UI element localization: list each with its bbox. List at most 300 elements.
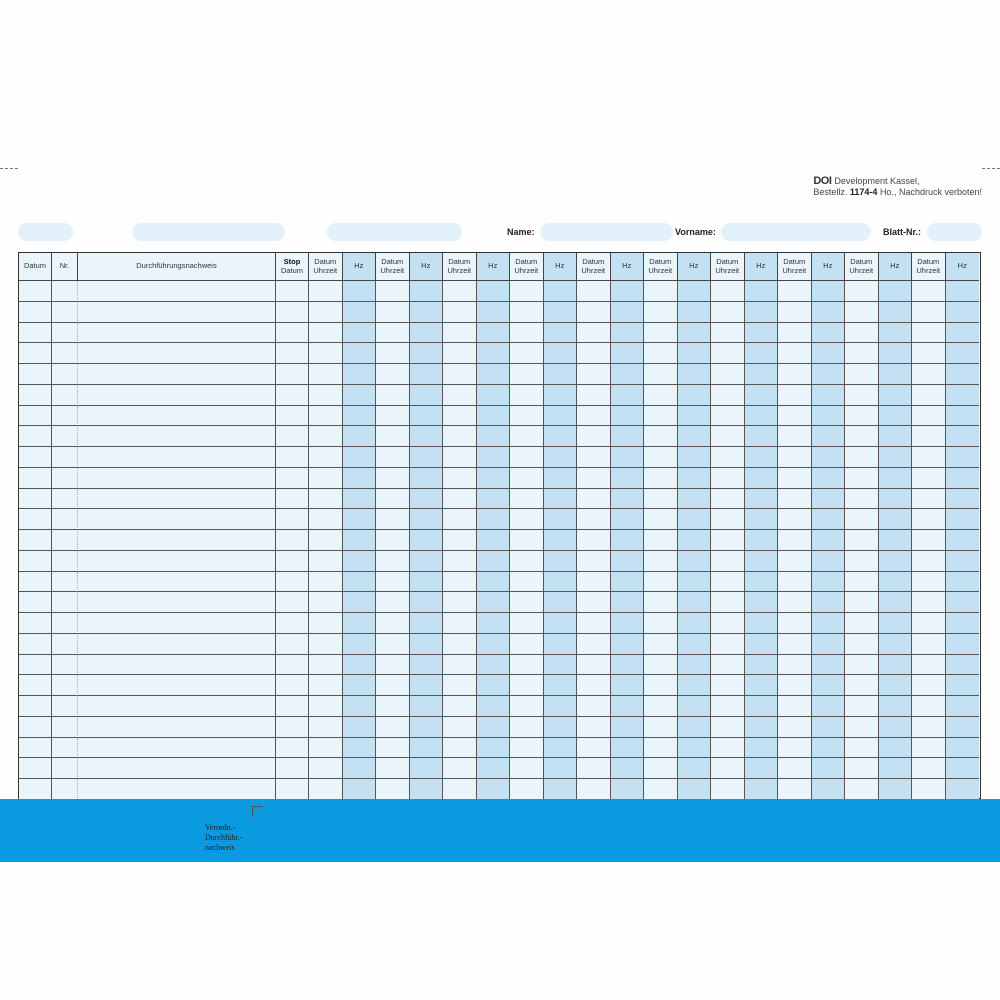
table-cell[interactable]	[276, 385, 309, 406]
table-cell[interactable]	[611, 385, 645, 406]
table-cell[interactable]	[678, 302, 712, 323]
table-cell[interactable]	[510, 323, 544, 344]
table-cell[interactable]	[343, 572, 377, 593]
table-cell[interactable]	[577, 675, 611, 696]
table-cell[interactable]	[711, 779, 745, 800]
table-cell[interactable]	[343, 758, 377, 779]
table-cell[interactable]	[912, 675, 946, 696]
table-cell[interactable]	[678, 634, 712, 655]
table-cell[interactable]	[510, 343, 544, 364]
table-cell[interactable]	[52, 364, 78, 385]
table-cell[interactable]	[78, 323, 276, 344]
table-cell[interactable]	[845, 489, 879, 510]
table-cell[interactable]	[946, 530, 980, 551]
table-cell[interactable]	[477, 717, 511, 738]
table-cell[interactable]	[845, 779, 879, 800]
table-cell[interactable]	[644, 530, 678, 551]
table-cell[interactable]	[946, 509, 980, 530]
table-cell[interactable]	[879, 551, 913, 572]
table-cell[interactable]	[52, 779, 78, 800]
table-cell[interactable]	[845, 655, 879, 676]
table-cell[interactable]	[946, 323, 980, 344]
table-cell[interactable]	[477, 530, 511, 551]
table-cell[interactable]	[879, 696, 913, 717]
table-cell[interactable]	[845, 468, 879, 489]
table-cell[interactable]	[845, 406, 879, 427]
table-cell[interactable]	[912, 385, 946, 406]
table-cell[interactable]	[52, 655, 78, 676]
table-cell[interactable]	[879, 343, 913, 364]
table-cell[interactable]	[52, 572, 78, 593]
table-cell[interactable]	[443, 634, 477, 655]
table-cell[interactable]	[52, 758, 78, 779]
table-cell[interactable]	[410, 613, 444, 634]
table-cell[interactable]	[611, 302, 645, 323]
table-cell[interactable]	[879, 613, 913, 634]
table-cell[interactable]	[711, 489, 745, 510]
table-cell[interactable]	[19, 655, 52, 676]
table-cell[interactable]	[510, 406, 544, 427]
table-cell[interactable]	[711, 655, 745, 676]
table-cell[interactable]	[912, 343, 946, 364]
table-cell[interactable]	[879, 323, 913, 344]
table-cell[interactable]	[343, 364, 377, 385]
table-cell[interactable]	[510, 592, 544, 613]
table-cell[interactable]	[544, 281, 578, 302]
table-cell[interactable]	[410, 696, 444, 717]
table-cell[interactable]	[644, 364, 678, 385]
table-cell[interactable]	[19, 302, 52, 323]
table-cell[interactable]	[477, 655, 511, 676]
table-cell[interactable]	[912, 323, 946, 344]
table-cell[interactable]	[812, 738, 846, 759]
table-cell[interactable]	[52, 551, 78, 572]
table-cell[interactable]	[778, 364, 812, 385]
table-cell[interactable]	[376, 343, 410, 364]
table-cell[interactable]	[946, 758, 980, 779]
table-cell[interactable]	[78, 406, 276, 427]
table-cell[interactable]	[78, 779, 276, 800]
table-cell[interactable]	[343, 426, 377, 447]
table-cell[interactable]	[745, 385, 779, 406]
name-field[interactable]	[540, 223, 673, 241]
table-cell[interactable]	[376, 717, 410, 738]
table-cell[interactable]	[644, 489, 678, 510]
table-cell[interactable]	[577, 489, 611, 510]
table-cell[interactable]	[19, 385, 52, 406]
table-cell[interactable]	[778, 468, 812, 489]
table-cell[interactable]	[477, 779, 511, 800]
table-cell[interactable]	[745, 655, 779, 676]
table-cell[interactable]	[510, 655, 544, 676]
table-cell[interactable]	[845, 613, 879, 634]
table-cell[interactable]	[410, 634, 444, 655]
table-cell[interactable]	[309, 551, 343, 572]
table-cell[interactable]	[577, 738, 611, 759]
table-cell[interactable]	[845, 696, 879, 717]
table-cell[interactable]	[19, 281, 52, 302]
table-cell[interactable]	[946, 281, 980, 302]
table-cell[interactable]	[778, 302, 812, 323]
table-cell[interactable]	[376, 696, 410, 717]
field-blank-3[interactable]	[327, 223, 462, 241]
table-cell[interactable]	[879, 717, 913, 738]
table-cell[interactable]	[410, 779, 444, 800]
table-cell[interactable]	[276, 592, 309, 613]
table-cell[interactable]	[510, 758, 544, 779]
table-cell[interactable]	[410, 592, 444, 613]
table-cell[interactable]	[912, 530, 946, 551]
table-cell[interactable]	[376, 426, 410, 447]
table-cell[interactable]	[343, 592, 377, 613]
table-cell[interactable]	[343, 655, 377, 676]
table-cell[interactable]	[644, 675, 678, 696]
table-cell[interactable]	[343, 717, 377, 738]
table-cell[interactable]	[745, 426, 779, 447]
table-cell[interactable]	[845, 426, 879, 447]
table-cell[interactable]	[52, 613, 78, 634]
table-cell[interactable]	[78, 281, 276, 302]
table-cell[interactable]	[611, 530, 645, 551]
table-cell[interactable]	[276, 489, 309, 510]
table-cell[interactable]	[845, 675, 879, 696]
table-cell[interactable]	[912, 426, 946, 447]
table-cell[interactable]	[778, 406, 812, 427]
table-cell[interactable]	[276, 634, 309, 655]
table-cell[interactable]	[644, 696, 678, 717]
table-cell[interactable]	[812, 675, 846, 696]
table-cell[interactable]	[644, 468, 678, 489]
table-cell[interactable]	[644, 717, 678, 738]
table-cell[interactable]	[276, 551, 309, 572]
table-cell[interactable]	[879, 302, 913, 323]
table-cell[interactable]	[276, 758, 309, 779]
table-cell[interactable]	[745, 592, 779, 613]
table-cell[interactable]	[276, 323, 309, 344]
table-cell[interactable]	[78, 675, 276, 696]
table-cell[interactable]	[912, 779, 946, 800]
table-cell[interactable]	[912, 447, 946, 468]
table-cell[interactable]	[778, 281, 812, 302]
table-cell[interactable]	[711, 696, 745, 717]
table-cell[interactable]	[611, 717, 645, 738]
table-cell[interactable]	[577, 509, 611, 530]
table-cell[interactable]	[309, 406, 343, 427]
table-cell[interactable]	[309, 343, 343, 364]
table-cell[interactable]	[376, 758, 410, 779]
table-cell[interactable]	[611, 509, 645, 530]
table-cell[interactable]	[946, 364, 980, 385]
table-cell[interactable]	[577, 426, 611, 447]
table-cell[interactable]	[376, 655, 410, 676]
table-cell[interactable]	[912, 696, 946, 717]
table-cell[interactable]	[544, 343, 578, 364]
table-cell[interactable]	[678, 281, 712, 302]
table-cell[interactable]	[678, 779, 712, 800]
table-cell[interactable]	[544, 634, 578, 655]
table-cell[interactable]	[577, 592, 611, 613]
table-cell[interactable]	[577, 530, 611, 551]
table-cell[interactable]	[812, 758, 846, 779]
table-cell[interactable]	[577, 343, 611, 364]
table-cell[interactable]	[678, 696, 712, 717]
table-cell[interactable]	[19, 696, 52, 717]
table-cell[interactable]	[711, 385, 745, 406]
table-cell[interactable]	[78, 364, 276, 385]
table-cell[interactable]	[477, 551, 511, 572]
table-cell[interactable]	[52, 406, 78, 427]
table-cell[interactable]	[19, 738, 52, 759]
table-cell[interactable]	[309, 385, 343, 406]
table-cell[interactable]	[577, 323, 611, 344]
table-cell[interactable]	[52, 509, 78, 530]
table-cell[interactable]	[778, 592, 812, 613]
table-cell[interactable]	[778, 323, 812, 344]
table-cell[interactable]	[611, 779, 645, 800]
table-cell[interactable]	[510, 489, 544, 510]
table-cell[interactable]	[343, 385, 377, 406]
table-cell[interactable]	[845, 281, 879, 302]
table-cell[interactable]	[410, 343, 444, 364]
table-cell[interactable]	[52, 281, 78, 302]
table-cell[interactable]	[443, 406, 477, 427]
table-cell[interactable]	[812, 613, 846, 634]
table-cell[interactable]	[443, 343, 477, 364]
table-cell[interactable]	[678, 323, 712, 344]
table-cell[interactable]	[611, 447, 645, 468]
field-blank-1[interactable]	[18, 223, 73, 241]
table-cell[interactable]	[376, 281, 410, 302]
table-cell[interactable]	[745, 447, 779, 468]
table-cell[interactable]	[276, 447, 309, 468]
table-cell[interactable]	[309, 655, 343, 676]
table-cell[interactable]	[611, 738, 645, 759]
table-cell[interactable]	[78, 758, 276, 779]
table-cell[interactable]	[410, 281, 444, 302]
table-cell[interactable]	[611, 489, 645, 510]
table-cell[interactable]	[52, 385, 78, 406]
table-cell[interactable]	[19, 758, 52, 779]
table-cell[interactable]	[477, 613, 511, 634]
table-cell[interactable]	[477, 426, 511, 447]
table-cell[interactable]	[309, 468, 343, 489]
table-cell[interactable]	[946, 302, 980, 323]
table-cell[interactable]	[477, 447, 511, 468]
table-cell[interactable]	[343, 489, 377, 510]
table-cell[interactable]	[510, 717, 544, 738]
table-cell[interactable]	[946, 343, 980, 364]
table-cell[interactable]	[778, 717, 812, 738]
table-cell[interactable]	[678, 758, 712, 779]
table-cell[interactable]	[443, 426, 477, 447]
table-cell[interactable]	[477, 592, 511, 613]
table-cell[interactable]	[343, 613, 377, 634]
table-cell[interactable]	[745, 509, 779, 530]
table-cell[interactable]	[678, 468, 712, 489]
table-cell[interactable]	[912, 551, 946, 572]
table-cell[interactable]	[812, 696, 846, 717]
table-cell[interactable]	[309, 779, 343, 800]
table-cell[interactable]	[510, 364, 544, 385]
table-cell[interactable]	[544, 613, 578, 634]
table-cell[interactable]	[577, 717, 611, 738]
table-cell[interactable]	[678, 447, 712, 468]
table-cell[interactable]	[946, 426, 980, 447]
table-cell[interactable]	[778, 655, 812, 676]
table-cell[interactable]	[577, 385, 611, 406]
table-cell[interactable]	[52, 696, 78, 717]
table-cell[interactable]	[276, 530, 309, 551]
table-cell[interactable]	[946, 738, 980, 759]
table-cell[interactable]	[477, 406, 511, 427]
table-cell[interactable]	[52, 675, 78, 696]
table-cell[interactable]	[644, 655, 678, 676]
table-cell[interactable]	[443, 530, 477, 551]
table-cell[interactable]	[711, 323, 745, 344]
table-cell[interactable]	[276, 468, 309, 489]
table-cell[interactable]	[443, 696, 477, 717]
table-cell[interactable]	[410, 758, 444, 779]
table-cell[interactable]	[52, 302, 78, 323]
table-cell[interactable]	[309, 302, 343, 323]
table-cell[interactable]	[376, 447, 410, 468]
table-cell[interactable]	[711, 343, 745, 364]
table-cell[interactable]	[410, 655, 444, 676]
table-cell[interactable]	[443, 364, 477, 385]
table-cell[interactable]	[276, 738, 309, 759]
table-cell[interactable]	[879, 675, 913, 696]
table-cell[interactable]	[946, 655, 980, 676]
table-cell[interactable]	[544, 489, 578, 510]
table-cell[interactable]	[443, 323, 477, 344]
table-cell[interactable]	[577, 406, 611, 427]
table-cell[interactable]	[276, 675, 309, 696]
table-cell[interactable]	[912, 613, 946, 634]
table-cell[interactable]	[544, 655, 578, 676]
table-cell[interactable]	[443, 302, 477, 323]
table-cell[interactable]	[812, 509, 846, 530]
table-cell[interactable]	[376, 572, 410, 593]
table-cell[interactable]	[711, 551, 745, 572]
table-cell[interactable]	[577, 572, 611, 593]
table-cell[interactable]	[845, 385, 879, 406]
table-cell[interactable]	[410, 572, 444, 593]
table-cell[interactable]	[276, 613, 309, 634]
table-cell[interactable]	[577, 779, 611, 800]
table-cell[interactable]	[544, 738, 578, 759]
table-cell[interactable]	[544, 302, 578, 323]
table-cell[interactable]	[343, 323, 377, 344]
table-cell[interactable]	[410, 509, 444, 530]
table-cell[interactable]	[946, 634, 980, 655]
table-cell[interactable]	[510, 675, 544, 696]
table-cell[interactable]	[711, 675, 745, 696]
table-cell[interactable]	[778, 758, 812, 779]
table-cell[interactable]	[309, 758, 343, 779]
table-cell[interactable]	[711, 509, 745, 530]
table-cell[interactable]	[711, 530, 745, 551]
table-cell[interactable]	[845, 509, 879, 530]
table-cell[interactable]	[812, 489, 846, 510]
table-cell[interactable]	[343, 343, 377, 364]
table-cell[interactable]	[711, 634, 745, 655]
table-cell[interactable]	[477, 385, 511, 406]
table-cell[interactable]	[477, 489, 511, 510]
table-cell[interactable]	[410, 406, 444, 427]
table-cell[interactable]	[78, 696, 276, 717]
table-cell[interactable]	[544, 696, 578, 717]
table-cell[interactable]	[309, 592, 343, 613]
table-cell[interactable]	[678, 343, 712, 364]
table-cell[interactable]	[343, 675, 377, 696]
table-cell[interactable]	[745, 779, 779, 800]
table-cell[interactable]	[52, 738, 78, 759]
table-cell[interactable]	[946, 447, 980, 468]
table-cell[interactable]	[309, 717, 343, 738]
table-cell[interactable]	[276, 343, 309, 364]
table-cell[interactable]	[309, 634, 343, 655]
table-cell[interactable]	[544, 364, 578, 385]
table-cell[interactable]	[477, 302, 511, 323]
table-cell[interactable]	[376, 489, 410, 510]
table-cell[interactable]	[376, 323, 410, 344]
table-cell[interactable]	[410, 738, 444, 759]
table-cell[interactable]	[879, 281, 913, 302]
table-cell[interactable]	[376, 551, 410, 572]
table-cell[interactable]	[745, 530, 779, 551]
table-cell[interactable]	[309, 696, 343, 717]
table-cell[interactable]	[78, 343, 276, 364]
table-cell[interactable]	[845, 738, 879, 759]
table-cell[interactable]	[410, 468, 444, 489]
table-cell[interactable]	[611, 343, 645, 364]
table-cell[interactable]	[443, 738, 477, 759]
table-cell[interactable]	[879, 634, 913, 655]
table-cell[interactable]	[443, 613, 477, 634]
table-cell[interactable]	[78, 717, 276, 738]
table-cell[interactable]	[309, 530, 343, 551]
table-cell[interactable]	[410, 447, 444, 468]
table-cell[interactable]	[410, 489, 444, 510]
table-cell[interactable]	[52, 447, 78, 468]
table-cell[interactable]	[309, 738, 343, 759]
table-cell[interactable]	[78, 468, 276, 489]
table-cell[interactable]	[477, 675, 511, 696]
table-cell[interactable]	[812, 717, 846, 738]
table-cell[interactable]	[845, 634, 879, 655]
table-cell[interactable]	[644, 406, 678, 427]
table-cell[interactable]	[912, 717, 946, 738]
table-cell[interactable]	[78, 738, 276, 759]
table-cell[interactable]	[778, 779, 812, 800]
table-cell[interactable]	[19, 447, 52, 468]
table-cell[interactable]	[410, 364, 444, 385]
table-cell[interactable]	[376, 468, 410, 489]
table-cell[interactable]	[812, 468, 846, 489]
table-cell[interactable]	[778, 530, 812, 551]
table-cell[interactable]	[611, 613, 645, 634]
table-cell[interactable]	[812, 323, 846, 344]
table-cell[interactable]	[644, 302, 678, 323]
table-cell[interactable]	[544, 717, 578, 738]
table-cell[interactable]	[19, 551, 52, 572]
table-cell[interactable]	[879, 655, 913, 676]
table-cell[interactable]	[510, 779, 544, 800]
table-cell[interactable]	[544, 592, 578, 613]
table-cell[interactable]	[912, 509, 946, 530]
table-cell[interactable]	[276, 406, 309, 427]
table-cell[interactable]	[845, 364, 879, 385]
